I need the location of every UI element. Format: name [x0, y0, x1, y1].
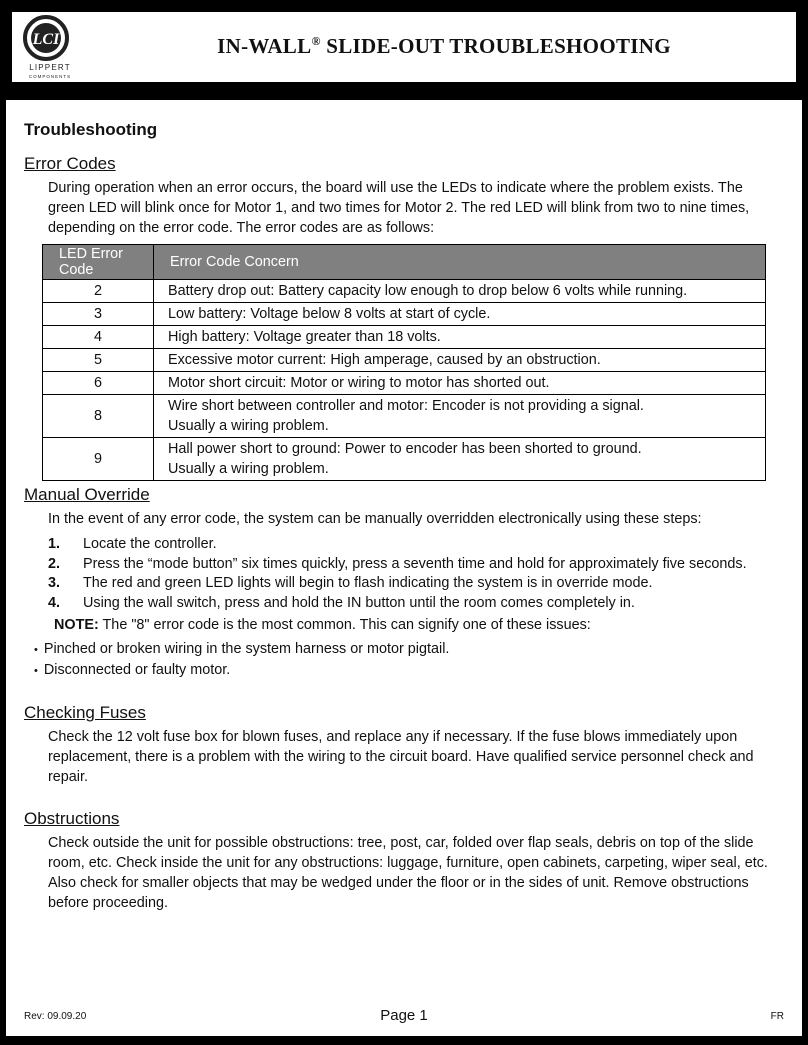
registered-mark: ® — [311, 34, 321, 48]
error-concern-cell: Excessive motor current: High amperage, caused by an obstruction. — [154, 349, 766, 372]
table-row — [43, 438, 766, 481]
error-concern-cell — [154, 438, 766, 481]
error-code-cell: 5 — [43, 349, 154, 372]
error-concern-cell: Battery drop out: Battery capacity low enough to drop below 6 volts while running. — [154, 280, 766, 303]
error-code-table — [42, 244, 766, 481]
logo-sub-1: LIPPERT — [29, 63, 71, 72]
step-text: The red and green LED lights will begin to flash indicating the system is in override mode. — [83, 575, 653, 591]
col-error-concern: Error Code Concern — [154, 245, 766, 280]
manual-override-heading: Manual Override — [24, 485, 150, 504]
list-item — [48, 535, 772, 555]
error-concern-cell: Low battery: Voltage below 8 volts at start of cycle. — [154, 303, 766, 326]
logo-letters: LCI — [32, 31, 60, 48]
step-text: Locate the controller. — [83, 536, 217, 552]
title-part-1: IN-WALL — [217, 34, 312, 58]
right-border — [802, 88, 808, 1045]
left-border — [0, 88, 6, 1045]
troubleshooting-heading: Troubleshooting — [24, 120, 158, 139]
step-number: 2. — [48, 555, 61, 572]
step-number: 4. — [48, 594, 61, 611]
error-code-cell: 9 — [43, 438, 154, 481]
manual-override-intro: In the event of any error code, the system can be manually overridden electronically using these steps: — [48, 511, 702, 527]
step-number: 1. — [48, 536, 61, 552]
error-code-cell: 8 — [43, 395, 154, 438]
step-number: 3. — [48, 575, 61, 591]
error-code-cell: 2 — [43, 280, 154, 303]
issue-bullets — [24, 639, 772, 681]
table-row — [43, 395, 766, 438]
concern-line-2: Usually a wiring problem. — [168, 461, 329, 477]
error-codes-heading: Error Codes — [24, 154, 116, 173]
error-codes-intro: During operation when an error occurs, the board will use the LEDs to indicate where the problem exists. The green LED will blink once for Motor 1, and two times for Motor 2. The red LED will blink from two to nine times, depending on the error code. The error codes are as follows: — [48, 180, 750, 236]
step-text: Using the wall switch, press and hold the IN button until the room comes completely in. — [83, 594, 635, 611]
step-text: Press the “mode button” six times quickly, press a seventh time and hold for approximately five seconds. — [83, 555, 747, 572]
table-row — [43, 349, 766, 372]
page-title — [100, 34, 788, 59]
note-paragraph — [54, 617, 772, 633]
note-text: The "8" error code is the most common. This can signify one of these issues: — [98, 617, 591, 633]
logo-sub-2: COMPONENTS — [28, 74, 72, 79]
page-number: Page 1 — [380, 1007, 428, 1024]
list-item — [48, 594, 772, 614]
checking-fuses-heading: Checking Fuses — [24, 703, 146, 722]
override-steps — [24, 535, 772, 613]
header-rule — [0, 88, 808, 100]
concern-line-2: Usually a wiring problem. — [168, 418, 329, 434]
col-led-error-code: LED Error Code — [43, 245, 154, 280]
obstructions-heading: Obstructions — [24, 809, 120, 828]
obstructions-text: Check outside the unit for possible obstructions: tree, post, car, folded over flap seals, debris on top of the slide room, etc. Check inside the unit for any obstructions: luggage, furniture, open cabinets, carpeting, wiper seal, etc. Also check for smaller objects that may be wedged under the floor or in the sides of unit. Remove obstructions before proceeding. — [48, 835, 768, 911]
table-header-row — [43, 245, 766, 280]
language-code: FR — [770, 1011, 784, 1022]
revision-label: Rev: 09.09.20 — [24, 1011, 87, 1022]
list-item — [48, 555, 772, 575]
table-row — [43, 326, 766, 349]
lci-logo-icon — [22, 14, 78, 84]
error-code-cell: 3 — [43, 303, 154, 326]
footer-rule — [0, 1036, 808, 1045]
table-row — [43, 303, 766, 326]
error-code-cell: 4 — [43, 326, 154, 349]
checking-fuses-text: Check the 12 volt fuse box for blown fuses, and replace any if necessary. If the fuse blows immediately upon replacement, there is a problem with the wiring to the circuit board. Have qualified service personnel check and repair. — [48, 729, 754, 785]
main-content — [24, 120, 772, 919]
note-label: NOTE: — [54, 617, 99, 633]
concern-line-1: Wire short between controller and motor: Encoder is not providing a signal. — [168, 398, 644, 414]
error-concern-cell: Motor short circuit: Motor or wiring to motor has shorted out. — [154, 372, 766, 395]
table-row — [43, 280, 766, 303]
title-part-2: SLIDE-OUT TROUBLESHOOTING — [320, 34, 671, 58]
concern-line-1: Hall power short to ground: Power to encoder has been shorted to ground. — [168, 441, 642, 457]
list-item: • Pinched or broken wiring in the system harness or motor pigtail. — [34, 639, 772, 660]
table-row — [43, 372, 766, 395]
error-concern-cell: High battery: Voltage greater than 18 volts. — [154, 326, 766, 349]
list-item — [48, 574, 772, 594]
list-item: • Disconnected or faulty motor. — [34, 660, 772, 681]
error-concern-cell — [154, 395, 766, 438]
error-code-cell: 6 — [43, 372, 154, 395]
